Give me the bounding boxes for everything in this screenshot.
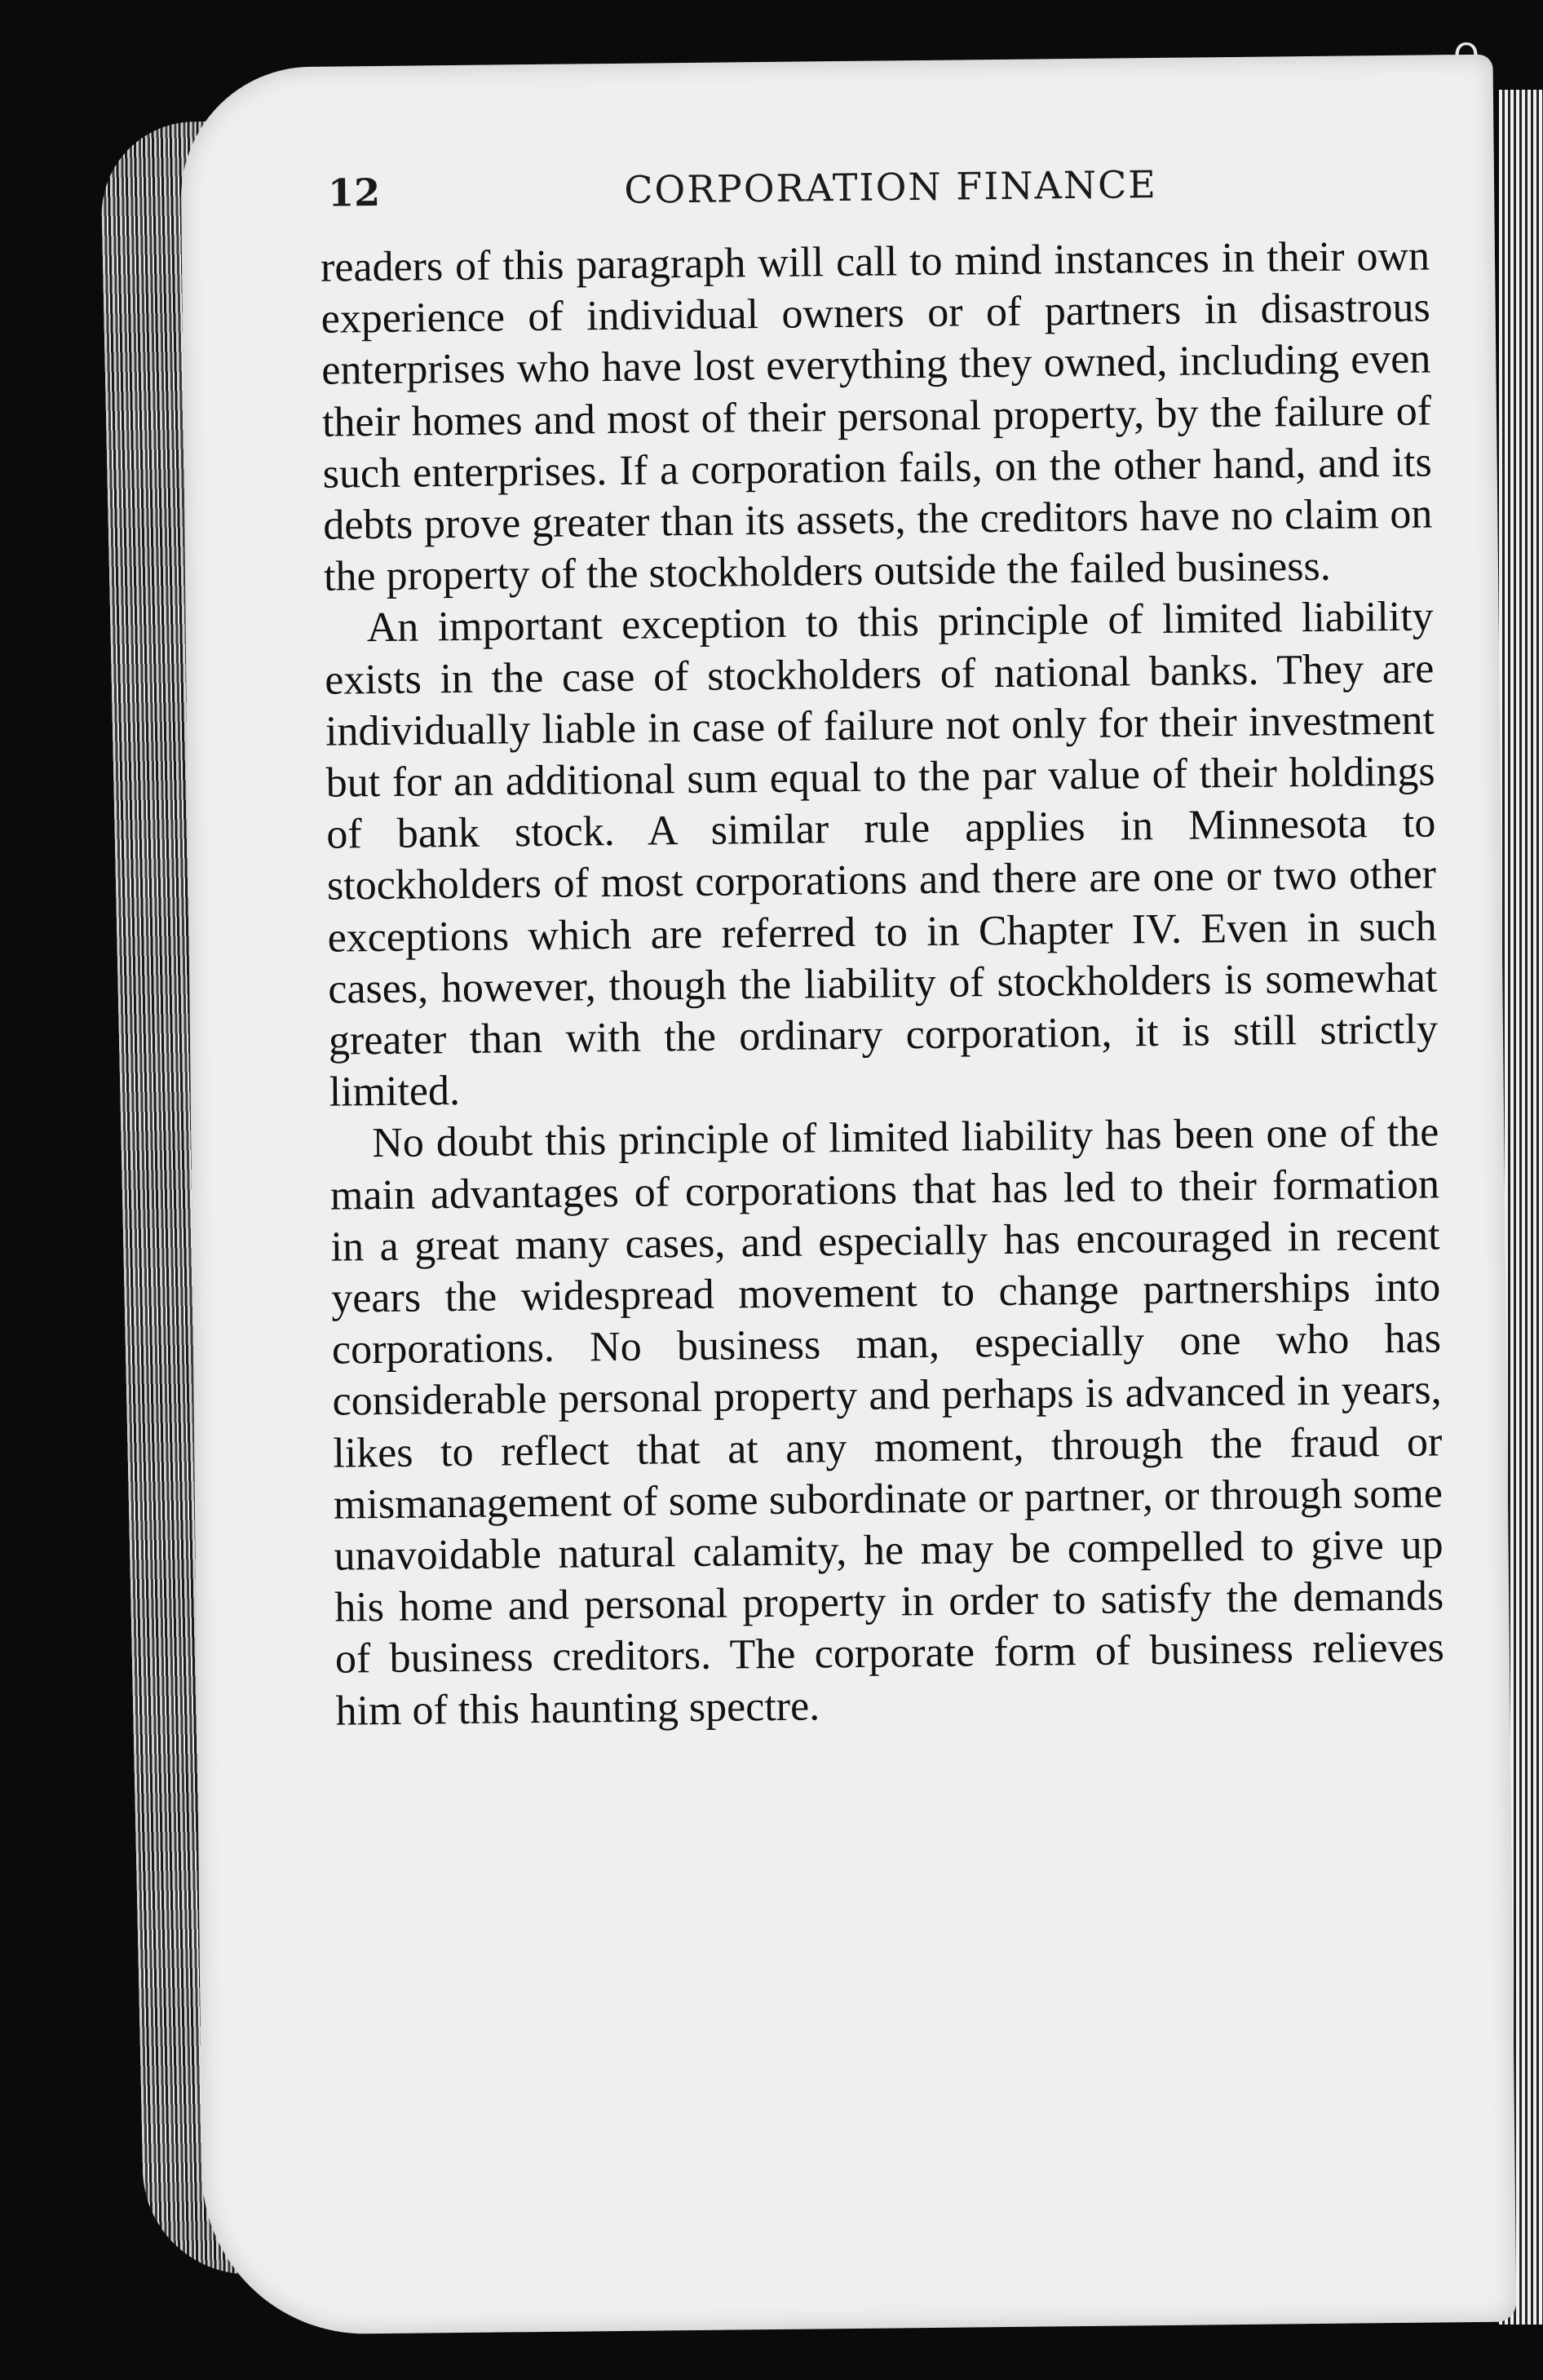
running-title: CORPORATION FINANCE bbox=[624, 161, 1158, 212]
book-page bbox=[179, 55, 1516, 2336]
paragraph-continued: readers of this paragraph will call to mind instances in their own experience of individual owners or of partners in disastrous enterprises who have lost everything they owned, including even their homes and most of their personal property, by the failure of such enterprises. If a corporation fails, on the other hand, and its debts prove greater than its assets, the creditors have no claim on the property of the stockholders outside the failed business. bbox=[320, 232, 1433, 600]
body-text bbox=[321, 230, 1445, 1736]
running-head bbox=[328, 153, 1454, 221]
page-number: 12 bbox=[327, 170, 381, 215]
paragraph-advantages-of-limited-liability: No doubt this principle of limited liability has been one of the main advantages of corporations that has led to their formation in a great many cases, and especially has encouraged in recent years the widespread movement to change partnerships into corporations. No business man, especially one who has considerable personal property and perhaps is advanced in years, likes to reflect that at any moment, through the fraud or mismanagement of some subordinate or partner, or through some unavoidable natural calamity, he may be compelled to give up his home and personal property in order to satisfy the demands of business creditors. The corporate form of business relieves him of this haunting spectre. bbox=[329, 1108, 1445, 1735]
paragraph-national-banks-exception: An important exception to this principle of limited liability exists in the case of stockholders of national banks. They are individually liable in case of failure not only for their investment but for an additional sum equal to the par value of their holdings of bank stock. A similar rule applies in Minnesota to stockholders of most corporations and there are one or two other exceptions which are referred to in Chapter IV. Even in such cases, however, though the liability of stockholders is somewhat greater than with the ordinary corporation, it is still strictly limited. bbox=[325, 593, 1439, 1116]
